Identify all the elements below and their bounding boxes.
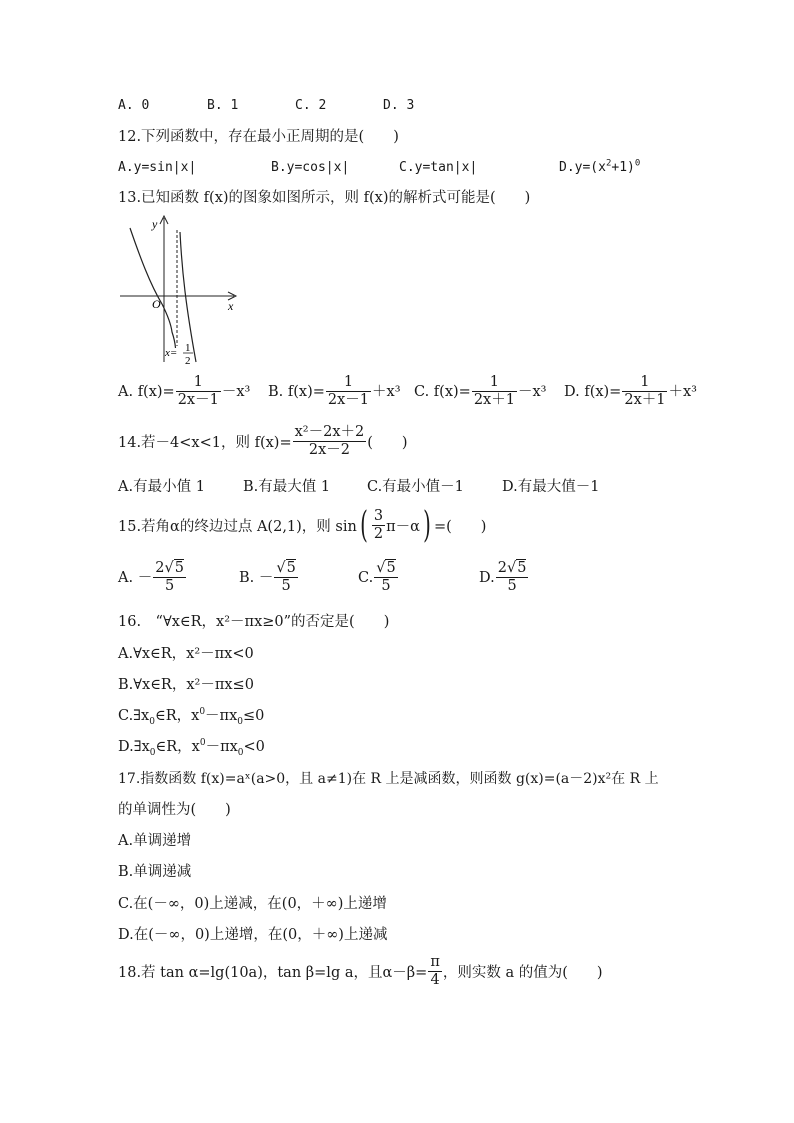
q11-option-d: D. 3 bbox=[383, 98, 415, 113]
q12-option-c: C.y=tan|x| bbox=[399, 160, 478, 175]
q12-stem: 12.下列函数中，存在最小正周期的是( ) bbox=[118, 129, 399, 145]
q12-d-sup: 2 bbox=[605, 158, 612, 169]
q15-c-num: √5 bbox=[376, 560, 396, 576]
q14-stem-prefix: 14.若－4<x<1，则 f(x)= bbox=[118, 435, 292, 451]
q15-a-fraction bbox=[153, 560, 186, 595]
q15-b-rad: 5 bbox=[286, 560, 296, 576]
q17-option-a: A.单调递增 bbox=[118, 833, 192, 849]
q13-b-den: 2x－1 bbox=[327, 392, 370, 408]
q17-option-c: C.在(－∞，0)上递减，在(0，＋∞)上递增 bbox=[118, 896, 387, 912]
q13-b-suffix: ＋x³ bbox=[372, 383, 401, 400]
q17-option-d: D.在(－∞，0)上递增，在(0，＋∞)上递减 bbox=[118, 927, 388, 943]
graph-curve-left bbox=[130, 228, 176, 348]
q13-a-fraction bbox=[176, 374, 221, 409]
q16-d-mid2: －πx bbox=[205, 739, 238, 755]
q15-stem-prefix: 15.若角α的终边过点 A(2,1)，则 sin bbox=[118, 519, 357, 535]
q18-num: π bbox=[430, 954, 440, 970]
q15-left-paren: ( bbox=[360, 504, 368, 546]
q12-d-mid: +1) bbox=[611, 160, 635, 175]
q13-a-num: 1 bbox=[176, 374, 221, 392]
q15-d-num: 2√5 bbox=[497, 560, 527, 576]
q16-option-c bbox=[118, 706, 264, 726]
q13-a-prefix: A. f(x)= bbox=[118, 383, 175, 400]
q16-d-sub: 0 bbox=[149, 747, 156, 758]
q11-option-b: B. 1 bbox=[207, 98, 239, 113]
q18-stem-prefix: 18.若 tan α=lg(10a)，tan β=lg a，且α－β= bbox=[118, 965, 428, 981]
q16-c-sub: 0 bbox=[149, 716, 155, 727]
q15-b-fraction bbox=[274, 560, 297, 595]
q15-b-den: 5 bbox=[281, 578, 291, 594]
q11-option-c: C. 2 bbox=[295, 98, 327, 113]
q15-a-den: 5 bbox=[164, 578, 175, 594]
q15-a-coef: 2 bbox=[155, 560, 165, 576]
q11-option-a: A. 0 bbox=[118, 98, 150, 113]
q13-c-num: 1 bbox=[472, 374, 517, 392]
q13-a-suffix: －x³ bbox=[221, 383, 251, 400]
q14-option-a: A.有最小值 1 bbox=[118, 479, 205, 495]
q16-option-b: B.∀x∈R，x²－πx≤0 bbox=[118, 677, 254, 693]
q13-d-fraction bbox=[622, 374, 667, 409]
q15-option-c bbox=[358, 560, 399, 595]
q15-c-den: 5 bbox=[381, 578, 391, 594]
q13-graph bbox=[118, 212, 242, 368]
q18-den: 4 bbox=[430, 972, 440, 988]
graph-origin-label: O bbox=[152, 297, 161, 311]
graph-x-label: x bbox=[228, 299, 234, 313]
q13-c-prefix: C. f(x)= bbox=[414, 383, 471, 400]
q13-option-b bbox=[268, 374, 401, 409]
q14-stem bbox=[118, 424, 408, 459]
graph-y-label: y bbox=[152, 217, 158, 231]
q17-option-b: B.单调递减 bbox=[118, 864, 192, 880]
q13-stem: 13.已知函数 f(x)的图象如图所示，则 f(x)的解析式可能是( ) bbox=[118, 190, 531, 206]
q16-stem: 16. “∀x∈R，x²－πx≥0”的否定是( ) bbox=[118, 614, 390, 630]
q15-stem bbox=[118, 504, 487, 546]
q15-option-b bbox=[239, 560, 299, 595]
q14-fraction bbox=[293, 424, 367, 459]
q15-d-rad: 5 bbox=[517, 560, 527, 576]
q16-d-end: <0 bbox=[243, 739, 265, 755]
q14-option-d: D.有最大值－1 bbox=[502, 479, 600, 495]
q15-c-rad: 5 bbox=[386, 560, 396, 576]
q15-d-fraction bbox=[496, 560, 529, 595]
q15-frac-den: 2 bbox=[373, 526, 384, 542]
q13-option-c bbox=[414, 374, 546, 409]
q14-option-b: B.有最大值 1 bbox=[243, 479, 331, 495]
q16-c-sup: 0 bbox=[199, 707, 206, 718]
q13-b-prefix: B. f(x)= bbox=[268, 383, 325, 400]
q14-option-c: C.有最小值－1 bbox=[367, 479, 464, 495]
q16-d-sub2: 0 bbox=[237, 747, 244, 758]
q15-b-prefix: B. － bbox=[239, 569, 274, 586]
q13-d-den: 2x＋1 bbox=[624, 392, 666, 408]
q14-den: 2x－2 bbox=[308, 442, 350, 458]
q16-d-pre: D.∃x bbox=[118, 739, 150, 755]
q15-stem-suffix: =( ) bbox=[434, 519, 487, 535]
q15-right-paren: ) bbox=[423, 504, 431, 546]
q15-d-prefix: D. bbox=[479, 569, 495, 586]
q12-option-a: A.y=sin|x| bbox=[118, 160, 197, 175]
q13-option-d bbox=[564, 374, 697, 409]
q15-a-rad: 5 bbox=[174, 560, 184, 576]
q16-c-sub2: 0 bbox=[237, 716, 243, 727]
q13-d-num: 1 bbox=[622, 374, 667, 392]
q17-stem-line2: 的单调性为( ) bbox=[118, 802, 231, 818]
q15-option-a bbox=[118, 560, 187, 595]
q13-option-a bbox=[118, 374, 250, 409]
q15-frac-num: 3 bbox=[373, 508, 384, 524]
q16-c-mid2: －πx bbox=[205, 708, 238, 724]
q16-c-end: ≤0 bbox=[243, 708, 265, 724]
q18-stem-suffix: ，则实数 a 的值为( ) bbox=[442, 965, 603, 981]
q14-num: x²－2x＋2 bbox=[294, 424, 365, 440]
q16-d-sup: 0 bbox=[199, 738, 206, 749]
q13-c-den: 2x＋1 bbox=[473, 392, 515, 408]
q15-inner: π－α bbox=[386, 519, 420, 535]
q13-d-prefix: D. f(x)= bbox=[564, 383, 622, 400]
q18-fraction bbox=[428, 954, 442, 989]
q13-d-suffix: ＋x³ bbox=[668, 383, 697, 400]
graph-asymptote-label: x= bbox=[165, 347, 178, 359]
q12-d-sup2: 0 bbox=[634, 158, 641, 169]
q15-b-num: √5 bbox=[276, 560, 296, 576]
q16-d-mid: ∈R，x bbox=[155, 739, 200, 755]
q17-stem-line1: 17.指数函数 f(x)=aˣ(a>0，且 a≠1)在 R 上是减函数，则函数 g(x)=(a－2)x²在 R 上 bbox=[118, 771, 659, 787]
q15-d-coef: 2 bbox=[497, 560, 507, 576]
q13-c-fraction bbox=[472, 374, 517, 409]
q16-option-a: A.∀x∈R，x²－πx<0 bbox=[118, 646, 254, 662]
q15-c-prefix: C. bbox=[358, 569, 374, 586]
q14-stem-suffix: ( ) bbox=[367, 435, 408, 451]
q13-c-suffix: －x³ bbox=[517, 383, 547, 400]
q16-option-d bbox=[118, 737, 265, 757]
q13-b-num: 1 bbox=[326, 374, 371, 392]
q16-c-mid: ∈R，x bbox=[154, 708, 200, 724]
q15-d-den: 5 bbox=[507, 578, 517, 594]
q15-option-d bbox=[479, 560, 529, 595]
q12-d-prefix: D.y=(x bbox=[559, 160, 606, 175]
q15-fraction bbox=[372, 508, 385, 543]
q15-c-fraction bbox=[374, 560, 397, 595]
q13-b-fraction bbox=[326, 374, 371, 409]
q15-a-num: 2√5 bbox=[155, 560, 184, 576]
q16-c-pre: C.∃x bbox=[118, 708, 150, 724]
q12-option-d bbox=[559, 158, 640, 178]
q18-stem bbox=[118, 954, 603, 989]
graph-asymptote-den: 2 bbox=[185, 355, 191, 367]
q13-a-den: 2x－1 bbox=[177, 392, 219, 408]
q12-option-b: B.y=cos|x| bbox=[271, 160, 350, 175]
q15-a-prefix: A. － bbox=[118, 569, 153, 586]
graph-asymptote-num: 1 bbox=[185, 342, 191, 354]
